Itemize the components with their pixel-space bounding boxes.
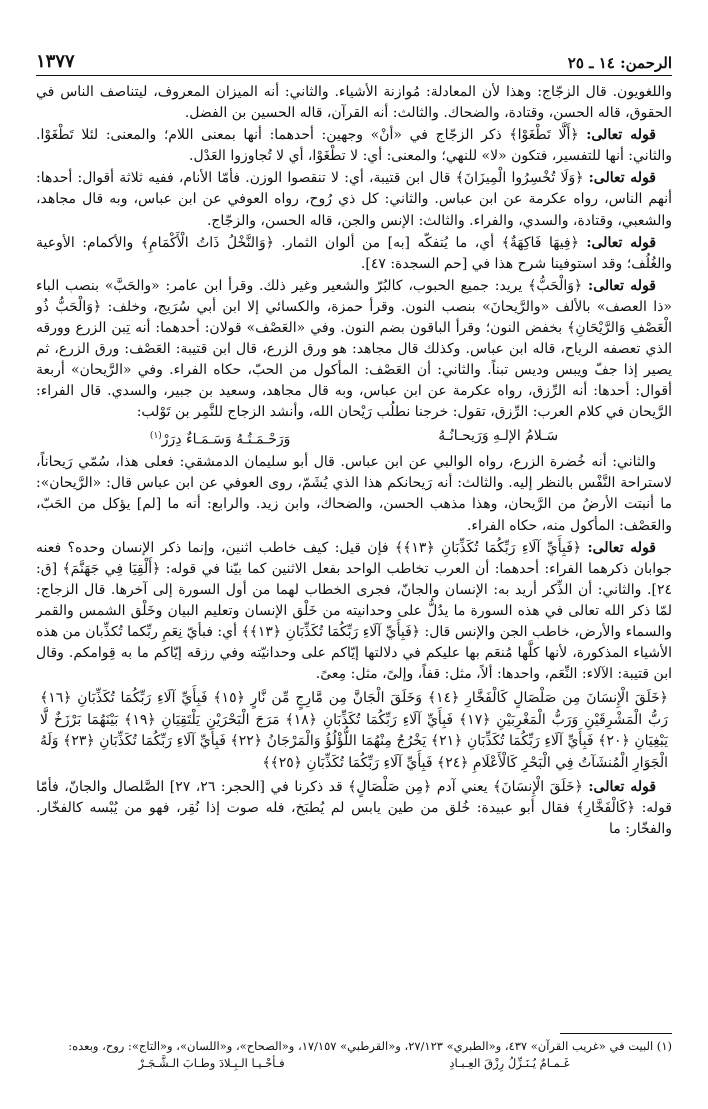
keyword-label: قوله تعالى:	[588, 779, 657, 796]
paragraph: واللغويون. قال الزجّاج: وهذا لأن المعادلة: مُوازنة الأشياء. والثاني: أنه الميزان المعروف، ليتناصف الناس في الحقوق، قاله الحسن، وقتادة، والضحاك. والثالث: أنه القرآن، قاله الحسين بن الفضل.	[36, 84, 672, 122]
paragraph: قوله تعالى: ﴿فِيهَا فَاكِهَةٌ﴾ أي، ما يُتفكّه [به] من ألوان الثمار. ﴿وَالنَّخْلُ ذَاتُ الْأَكْمَامِ﴾ والأكمام: الأوعية والغُلُف؛ وقد استوفينا شرح هذا في [حم السجدة: ٤٧].	[36, 234, 672, 272]
paragraph: قوله تعالى: ﴿أَلَّا تَطْغَوْا﴾ ذكر الزجّاج في «أنْ» وجهين: أحدهما: أنها بمعنى اللام؛ والمعنى: لئلا تَطْغَوْا. والثاني: أنها للتفسير، فتكون «لا» للنهي؛ والمعنى: أي: لا تطْغَوْا، أي لا تُجاوزوا العَدْل.	[36, 127, 672, 165]
paragraph: قوله تعالى: ﴿خَلَقَ الْإِنسَانَ﴾ يعني آدم ﴿مِن صَلْصَالٍ﴾ قد ذكرنا في [الحجر: ٢٦، ٢٧] الصَّلصال والجانّ، فأمّا قوله: ﴿كَالْفَخَّارِ﴾ فقال أبو عبيدة: خُلق من طين يابس لم يُطبَخ، فله صوت إذا نُقِر، فهو من يُبْسه كالفخّار. والفخّار: ما	[36, 779, 672, 838]
footnote-text: (١) البيت في «غريب القرآن» ٤٣٧، و«الطبري» ٢٧/١٢٣، و«القرطبي» ١٧/١٥٧، و«الصحاح»، و«اللسان»، و«التاج»: روح، وبعده:	[68, 1039, 672, 1053]
running-head: الرحمن: ١٤ ـ ٢٥	[567, 54, 672, 72]
page-body	[36, 82, 672, 842]
verse-first-hemistich: سَـلامُ الإلـهِ وَرَيحـانُـهُ	[438, 427, 559, 444]
keyword-label: قوله تعالى:	[587, 539, 656, 556]
footnote-verse-second: فـأحْـيـا الـبِـلادَ وطـابَ الـشَّـجَـرْ	[138, 1056, 285, 1070]
page-header	[36, 46, 672, 72]
keyword-label: قوله تعالى:	[588, 277, 657, 294]
footnote-marker: (١)	[149, 430, 162, 441]
quran-verses-block: ﴿خَلَقَ الْإِنسَانَ مِن صَلْصَالٍ كَالْفَخَّارِ ﴿١٤﴾ وَخَلَقَ الْجَانَّ مِن مَّارِجٍ مِّن نَّارٍ ﴿١٥﴾ فَبِأَيِّ آلَاءِ رَبِّكُمَا تُكَذِّبَانِ ﴿١٦﴾ رَبُّ الْمَشْرِقَيْنِ وَرَبُّ الْمَغْرِبَيْنِ ﴿١٧﴾ فَبِأَيِّ آلَاءِ رَبِّكُمَا تُكَذِّبَانِ ﴿١٨﴾ مَرَجَ الْبَحْرَيْنِ يَلْتَقِيَانِ ﴿١٩﴾ بَيْنَهُمَا بَرْزَخٌ لَّا يَبْغِيَانِ ﴿٢٠﴾ فَبِأَيِّ آلَاءِ رَبِّكُمَا تُكَذِّبَانِ ﴿٢١﴾ يَخْرُجُ مِنْهُمَا اللُّؤْلُؤُ وَالْمَرْجَانُ ﴿٢٢﴾ فَبِأَيِّ آلَاءِ رَبِّكُمَا تُكَذِّبَانِ ﴿٢٣﴾ وَلَهُ الْجَوَارِ الْمُنشَآتُ فِي الْبَحْرِ كَالْأَعْلَامِ ﴿٢٤﴾ فَبِأَيِّ آلَاءِ رَبِّكُمَا تُكَذِّبَانِ ﴿٢٥﴾﴾	[40, 690, 668, 771]
paragraph: قوله تعالى: ﴿فَبِأَيِّ آلَاءِ رَبِّكُمَا تُكَذِّبَانِ ﴿١٣﴾﴾ فإن قيل: كيف خاطب اثنين، وإنما ذكر الإنسان وحده؟ فعنه جوابان ذكرهما الفراء: أحدهما: أن العرب تخاطب الواحد بفعل الاثنين كما بيّنا في قوله: ﴿أَلْقِيَا فِي جَهَنَّمَ﴾ [ق: ٢٤]. والثاني: أن الذِّكر أريد به: الإنسان والجانّ، فجرى الخطاب لهما من أول السورة إلى آخرها. قال الزجاج: لمّا ذكر الله تعالى في هذه السورة ما يدُلُّ على وحدانيته من خَلْق الإنسان وتعليم البيان وخَلْق الشمس والقمر والسماء والأرض، خاطب الجن والإنس قال: ﴿فَبِأَيِّ آلَاءِ رَبِّكُمَا تُكَذِّبَانِ ﴿١٣﴾﴾ أي: فبأيّ نِعَمِ ربِّكما تُكذِّبان من هذه الأشياء المذكورة، لأنها كلَّها مُنعَم بها عليكم في دلالتها إيّاكم على وحدانيّته وفي رزقه إيّاكم ما به قِوامكم. وقال ابن قتيبة: الآلاء: النِّعَم، واحدها: ألاً، مثل: قفاً، وإلىً، مثل: مِعىً.	[36, 539, 672, 683]
footnote-verse	[36, 1055, 672, 1072]
poem-verse	[36, 426, 672, 451]
verse-second-hemistich: وَرَحْـمَـتُـهُ وَسَـمَـاءٌ دِرَرْ$^{(١)}$	[149, 430, 291, 448]
page-number: ١٣٧٧	[36, 51, 75, 72]
keyword-label: قوله تعالى:	[586, 127, 657, 144]
paragraph: والثاني: أنه خُضرة الزرع، رواه الوالبي عن ابن عباس. قال أبو سليمان الدمشقي: فعلى هذا، سُمّي رَيحاناً، لاستراحة النَّفْس بالنظر إليه. والثالث: أنه رَيحانكم هذا الذي يُشَمّ، روى العوفي عن ابن عباس قال: «الرَّيحان»: ما أنبتت الأرضُ من الرَّيحان، وهذا مذهب الحسن، والضحاك، وابن زيد. والرابع: أنه ما [لم] يؤكل من الحَبّ، والعَصْف: المأكول منه، حكاه الفراء.	[36, 454, 672, 534]
paragraph: قوله تعالى: ﴿وَلَا تُخْسِرُوا الْمِيزَانَ﴾ قال ابن قتيبة، أي: لا تنقصوا الوزن. فأمّا الأنام، ففيه ثلاثة أقوال: أحدها: أنهم الناس، رواه عكرمة عن ابن عباس. والثاني: كل ذي رُوح، رواه العوفي عن ابن عباس، وبه قال مجاهد، والشعبي، وقتادة، والسدي، والفراء. والثالث: الإنس والجن، قاله الحسن، والزجّاج.	[36, 170, 672, 229]
paragraph: قوله تعالى: ﴿وَالْحَبُّ﴾ يريد: جميع الحبوب، كالبُرّ والشعير وغير ذلك. وقرأ ابن عامر: «والحَبَّ» بنصب الباء «ذا العصف» بالألف «والرَّيحانَ» بنصب النون. وقرأ حمزة، والكسائي إلا ابن أبي سُرَيج، وخلف: ﴿وَالْحَبُّ ذُو الْعَصْفِ وَالرَّيْحَانِ﴾ بخفض النون؛ وقرأ الباقون بضم النون. وفي «العَصْف» قولان: أحدهما: أنه تِبن الزرع وورقه الذي تعصفه الرياح، قاله ابن عباس. وكذلك قال مجاهد: هو ورق الزرع، قال ابن قتيبة: العَصْف: ورق الزرع، ثم يصير إذا جفّ ويبس وديس تبناً. والثاني: أن العَصْف: المأكول من الحبّ، حكاه الفراء. وفي «الرَّيحان» أربعة أقوال: أحدها: أنه الرِّزق، رواه عكرمة عن ابن عباس، وبه قال مجاهد، وسعيد بن جبير، والسدي. قال الفراء: الرَّيحان في كلام العرب: الرِّزق، تقول: خرجنا نطلُب رَيْحان الله، وأنشد الزجاج للنَّمِر بن تَوْلب:	[36, 277, 672, 421]
header-rule	[36, 75, 672, 76]
footnote-rule	[560, 1033, 672, 1034]
footnote	[36, 1038, 672, 1072]
keyword-label: قوله تعالى:	[586, 234, 657, 251]
keyword-label: قوله تعالى:	[588, 170, 656, 187]
footnote-verse-first: غَـمـامٌ يُـنَـزِّلُ رِزْقَ العِـبـادِ	[449, 1056, 570, 1070]
